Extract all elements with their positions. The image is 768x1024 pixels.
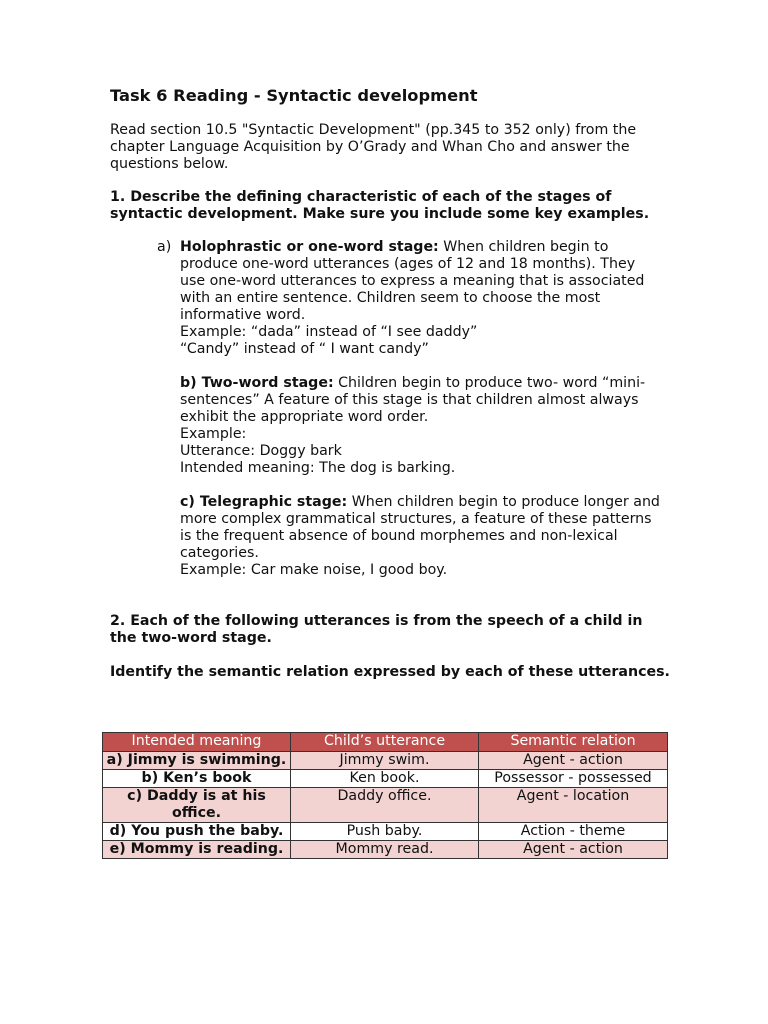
stage-heading: b) Two-word stage: xyxy=(180,375,334,391)
stage-example: “Candy” instead of “ I want candy” xyxy=(180,341,429,357)
stage-example: Intended meaning: The dog is barking. xyxy=(180,460,456,476)
stage-example: Example: “dada” instead of “I see daddy” xyxy=(180,324,478,340)
question-2-instruction: Identify the semantic relation expressed by each of these utterances. xyxy=(110,664,670,680)
cell-semantic-relation: Agent - action xyxy=(479,752,668,770)
intro-paragraph: Read section 10.5 "Syntactic Development" (pp.345 to 352 only) from the chapter Language Acquisition by O’Grady and Whan Cho and answer the questions below. xyxy=(110,122,637,172)
table-row xyxy=(103,841,668,859)
cell-semantic-relation: Possessor - possessed xyxy=(479,770,668,788)
list-marker: a) xyxy=(157,239,172,255)
stage-example: Example: Car make noise, I good boy. xyxy=(180,562,448,578)
header-intended-meaning: Intended meaning xyxy=(103,733,291,752)
cell-semantic-relation: Agent - action xyxy=(479,841,668,859)
table-header-row xyxy=(103,733,668,752)
header-childs-utterance: Child’s utterance xyxy=(291,733,479,752)
stage-example: Example: xyxy=(180,426,247,442)
table-row xyxy=(103,752,668,770)
stage-description: When children begin to produce one-word utterances (ages of 12 and 18 months). They use one-word utterances to express a meaning that is associated with an entire sentence. Children seem to choose the most informative word. xyxy=(180,239,645,323)
cell-intended-meaning: c) Daddy is at his office. xyxy=(103,788,291,823)
cell-childs-utterance: Daddy office. xyxy=(291,788,479,823)
stage-example: Utterance: Doggy bark xyxy=(180,443,342,459)
question-2: 2. Each of the following utterances is from the speech of a child in the two-word stage. xyxy=(110,613,643,646)
cell-intended-meaning: a) Jimmy is swimming. xyxy=(103,752,291,770)
page-title: Task 6 Reading - Syntactic development xyxy=(110,86,478,105)
cell-childs-utterance: Mommy read. xyxy=(291,841,479,859)
stage-holophrastic xyxy=(157,239,660,358)
header-semantic-relation: Semantic relation xyxy=(479,733,668,752)
cell-intended-meaning: b) Ken’s book xyxy=(103,770,291,788)
cell-childs-utterance: Push baby. xyxy=(291,823,479,841)
stage-description: When children begin to produce longer and more complex grammatical structures, a feature of these patterns is the frequent absence of bound morphemes and non-lexical categories. xyxy=(180,494,660,561)
document-page xyxy=(106,86,670,857)
cell-semantic-relation: Agent - location xyxy=(479,788,668,823)
cell-intended-meaning: e) Mommy is reading. xyxy=(103,841,291,859)
cell-childs-utterance: Ken book. xyxy=(291,770,479,788)
stage-two-word xyxy=(180,375,660,477)
table-row xyxy=(103,788,668,823)
stage-description: Children begin to produce two- word “mini-sentences” A feature of this stage is that children almost always exhibit the appropriate word order. xyxy=(180,375,646,425)
table-row xyxy=(103,823,668,841)
stage-heading: c) Telegraphic stage: xyxy=(180,494,348,510)
question-1: 1. Describe the defining characteristic of each of the stages of syntactic development. Make sure you include some key examples. xyxy=(110,189,650,222)
stage-telegraphic xyxy=(180,494,660,579)
stage-list xyxy=(157,239,660,579)
table-row xyxy=(103,770,668,788)
cell-childs-utterance: Jimmy swim. xyxy=(291,752,479,770)
stage-heading: Holophrastic or one-word stage: xyxy=(180,239,439,255)
semantic-relations-table xyxy=(102,732,668,859)
cell-intended-meaning: d) You push the baby. xyxy=(103,823,291,841)
cell-semantic-relation: Action - theme xyxy=(479,823,668,841)
